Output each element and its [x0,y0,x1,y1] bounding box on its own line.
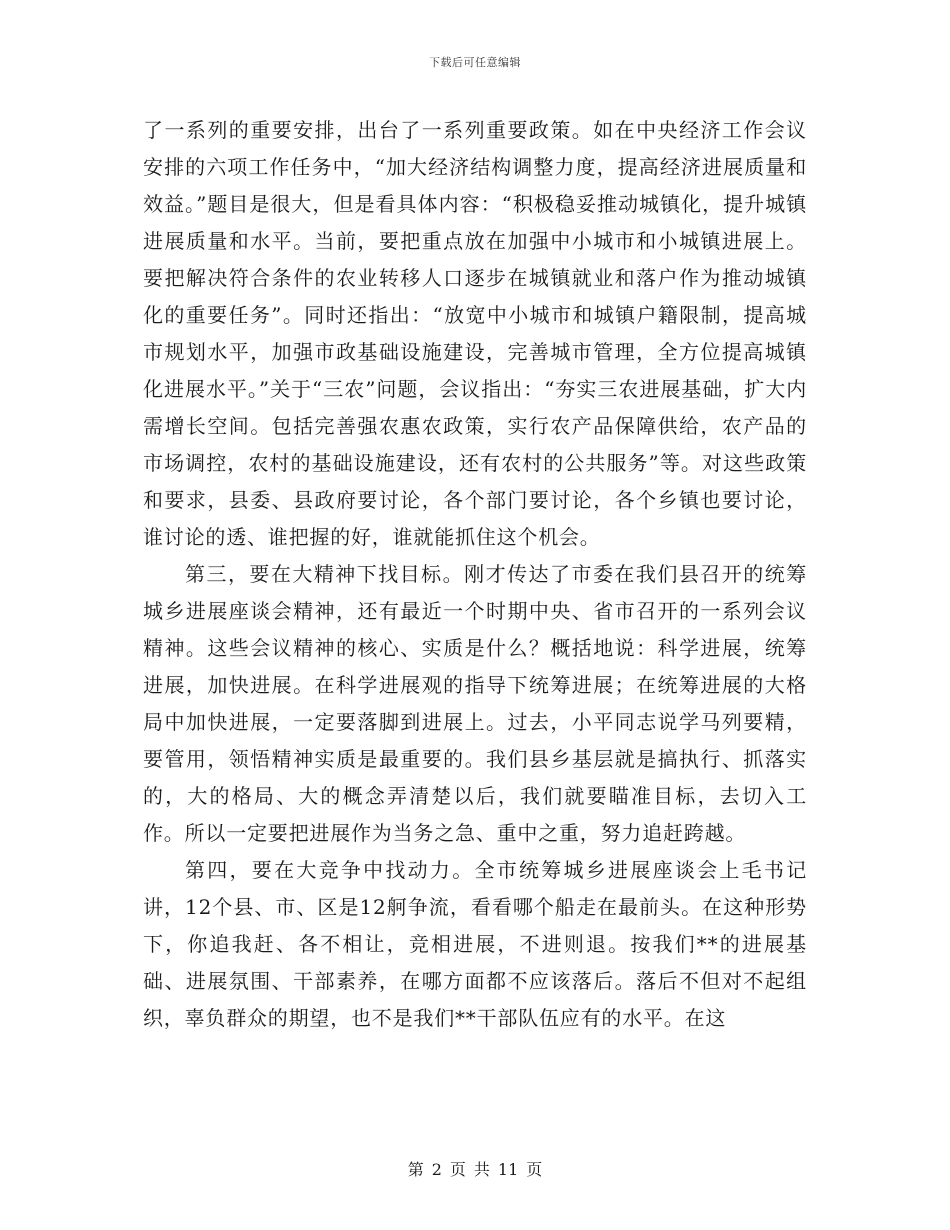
paragraph-third-point: 第三，要在大精神下找目标。刚才传达了市委在我们县召开的统筹城乡进展座谈会精神，还有最近一个时期中央、省市召开的一系列会议精神。这些会议精神的核心、实质是什么？概括地说：科学进展，统筹进展，加快进展。在科学进展观的指导下统筹进展；在统筹进展的大格局中加快进展，一定要落脚到进展上。过去，小平同志说学马列要精，要管用，领悟精神实质是最重要的。我们县乡基层就是搞执行、抓落实的，大的格局、大的概念弄清楚以后，我们就要瞄准目标，去切入工作。所以一定要把进展作为当务之急、重中之重，努力追赶跨越。 [143,562,807,845]
footer-total-pages: 11 [497,1160,519,1179]
footer-label-page: 第 [407,1160,424,1179]
page-footer [0,1157,950,1180]
footer-label-total-unit: 页 [526,1160,543,1179]
paragraph-fourth-point: 第四，要在大竞争中找动力。全市统筹城乡进展座谈会上毛书记讲，12个县、市、区是12舸争流，看看哪个船走在最前头。在这种形势下，你追我赶、各不相让，竞相进展，不进则退。按我们**的进展基础、进展氛围、干部素养，在哪方面都不应该落后。落后不但对不起组织，辜负群众的期望，也不是我们**干部队伍应有的水平。在这 [143,858,807,1030]
paragraph-continued: 了一系列的重要安排，出台了一系列重要政策。如在中央经济工作会议安排的六项工作任务中，“加大经济结构调整力度，提高经济进展质量和效益。”题目是很大，但是看具体内容：“积极稳妥推动城镇化，提升城镇进展质量和水平。当前，要把重点放在加强中小城市和小城镇进展上。要把解决符合条件的农业转移人口逐步在城镇就业和落户作为推动城镇化的重要任务”。同时还指出：“放宽中小城市和城镇户籍限制，提高城市规划水平，加强市政基础设施建设，完善城市管理，全方位提高城镇化进展水平。”关于“三农”问题，会议指出：“夯实三农进展基础，扩大内需增长空间。包括完善强农惠农政策，实行农产品保障供给，农产品的市场调控，农村的基础设施建设，还有农村的公共服务”等。对这些政策和要求，县委、县政府要讨论，各个部门要讨论，各个乡镇也要讨论，谁讨论的透、谁把握的好，谁就能抓住这个机会。 [143,118,807,549]
document-body [143,112,807,1037]
footer-current-page: 2 [431,1160,442,1179]
page-header-note: 下载后可任意编辑 [429,56,521,69]
footer-label-page-unit: 页 [449,1160,466,1179]
footer-label-total: 共 [473,1160,490,1179]
